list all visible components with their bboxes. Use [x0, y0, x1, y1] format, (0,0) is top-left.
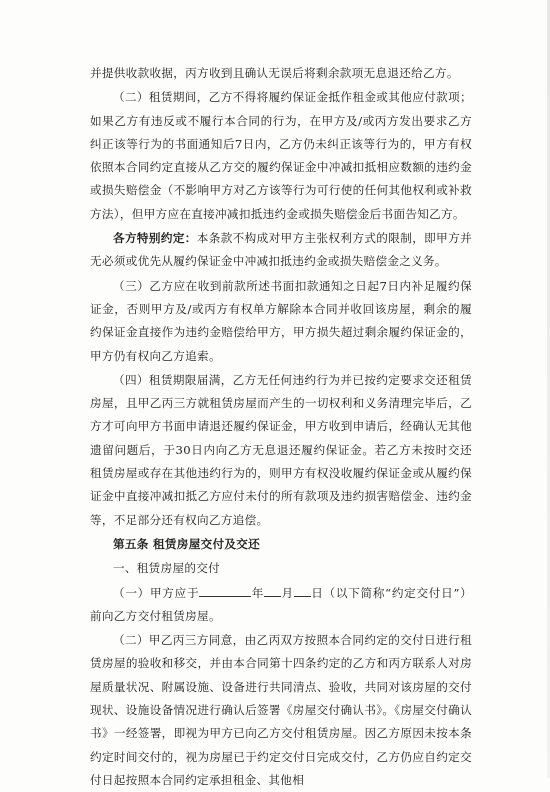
clause-5-1-1 — [90, 582, 472, 629]
month-blank — [264, 582, 281, 597]
special-agreement-text: 本条款不构成对甲方主张权利方式的限制，即甲方并无必须或优先从履约保证金中冲减扣抵违约金或损失赔偿金之义务。 — [90, 231, 472, 269]
article-5-heading: 第五条 租赁房屋交付及交还 — [113, 536, 261, 551]
clause-5-1-2: （二）甲乙丙三方同意，由乙丙双方按照本合同约定的交付日进行租赁房屋的验收和移交，并由本合同第十四条约定的乙方和丙方联系人对房屋质量状况、附属设施、设备进行共同清点、验收，共同对该房屋的交付现状、设施设备情况进行确认后签署《房屋交付确认书》。《房屋交付确认书》一经签署，即视为甲方已向乙方交付租赁房屋。因乙方原因未按本条约定时间交付的，视为房屋已于约定交付日完成交付，乙方仍应自约定交付日起按照本合同约定承担租金、其他相 — [90, 633, 472, 787]
year-label: 年 — [251, 585, 265, 600]
special-agreement — [90, 227, 472, 274]
special-agreement-label: 各方特别约定： — [113, 231, 197, 246]
clause-5-1-1-pre: （一）甲方应于 — [113, 585, 200, 600]
paragraph-continuation: 并提供收款收据，丙方收到且确认无误后将剩余款项无息退还给乙方。 — [90, 66, 459, 80]
article-5-subheading: 一、租赁房屋的交付 — [113, 561, 221, 576]
clause-4-4: （四）租赁期限届满，乙方无任何违约行为并已按约定要求交还租赁房屋，且甲乙丙三方就租赁房屋而产生的一切权利和义务清理完毕后，乙方才可向甲方书面申请退还履约保证金，甲方收到申请后，经确认无其他遗留问题后，于30日内向乙方无息退还履约保证金。若乙方未按时交还租赁房屋或存在其他违约行为的，则甲方有权没收履约保证金或从履约保证金中直接冲减扣抵乙方应付未付的所有款项及违约损害赔偿金、违约金等，不足部分还有权向乙方追偿。 — [90, 372, 472, 527]
year-blank — [199, 582, 251, 597]
clause-5-1-1-rest: 日（以下简称“约定交付日”）前向乙方交付租赁房屋。 — [90, 585, 472, 623]
clause-4-3: （三）乙方应在收到前款所述书面扣款通知之日起7日内补足履约保证金，否则甲方及/或丙方有权单方解除本合同并收回该房屋，剩余的履约保证金直接作为违约金赔偿给甲方，甲方损失超过剩余履约保证金的，甲方仍有权向乙方追索。 — [90, 278, 472, 363]
clause-4-2: （二）租赁期间，乙方不得将履约保证金抵作租金或其他应付款项；如果乙方有违反或不履行本合同的行为，在甲方及/或丙方发出要求乙方纠正该等行为的书面通知后7日内，乙方仍未纠正该等行为的，甲方有权依照本合同约定直接从乙方交的履约保证金中冲减扣抵相应数额的违约金或损失赔偿金（不影响甲方对乙方该等行为可行使的任何其他权利或补救方法），但甲方应在直接冲减扣抵违约金或损失赔偿金后书面告知乙方。 — [90, 90, 472, 221]
day-blank — [294, 582, 311, 597]
month-label: 月 — [281, 585, 294, 600]
